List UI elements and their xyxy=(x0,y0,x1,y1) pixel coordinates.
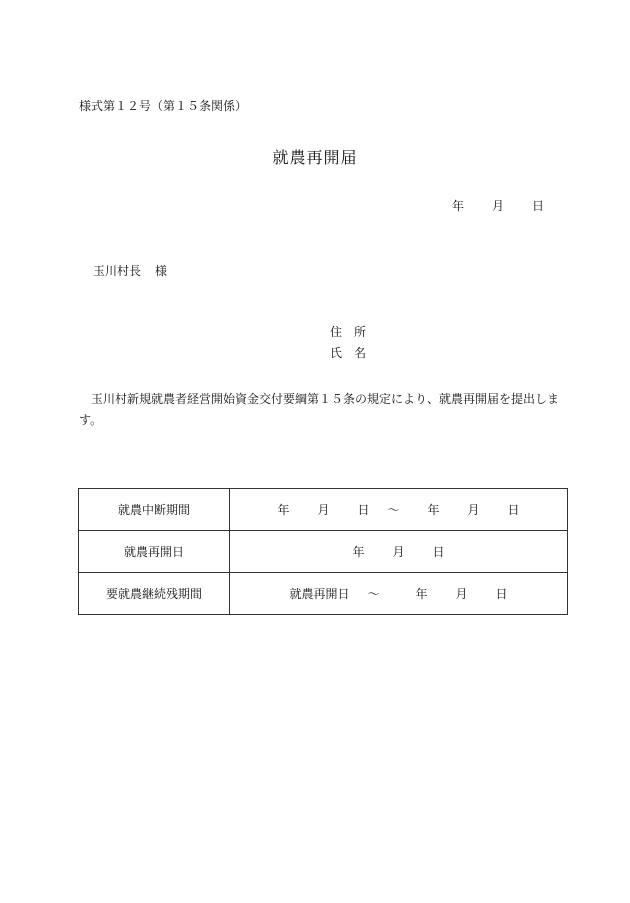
body-text: 玉川村新規就農者経営開始資金交付要綱第１５条の規定により、就農再開届を提出します。 xyxy=(79,392,560,427)
applicant-block xyxy=(330,322,366,364)
row-value-suspension-period: 年 月 日 ～ 年 月 日 xyxy=(230,489,568,531)
address-label: 住 所 xyxy=(330,325,367,339)
name-label: 氏 名 xyxy=(330,346,367,360)
table-row xyxy=(79,531,568,573)
date-day-label: 日 xyxy=(532,199,545,213)
row-value-resumption-date: 年 月 日 xyxy=(230,531,568,573)
table-row xyxy=(79,573,568,615)
row-label-remaining-period: 要就農継続残期間 xyxy=(79,573,230,615)
row-label-suspension-period: 就農中断期間 xyxy=(79,489,230,531)
row-value-remaining-period: 就農再開日 ～ 年 月 日 xyxy=(230,573,568,615)
date-month-label: 月 xyxy=(492,199,505,213)
addressee-honorific: 様 xyxy=(155,264,168,278)
row-label-resumption-date: 就農再開日 xyxy=(79,531,230,573)
submission-date xyxy=(452,197,544,214)
form-number: 様式第１２号（第１５条関係） xyxy=(79,99,248,113)
info-table xyxy=(78,488,568,615)
addressee xyxy=(93,262,167,279)
table-row xyxy=(79,489,568,531)
addressee-name: 玉川村長 xyxy=(93,264,142,278)
document-title: 就農再開届 xyxy=(272,148,358,167)
date-year-label: 年 xyxy=(452,199,465,213)
